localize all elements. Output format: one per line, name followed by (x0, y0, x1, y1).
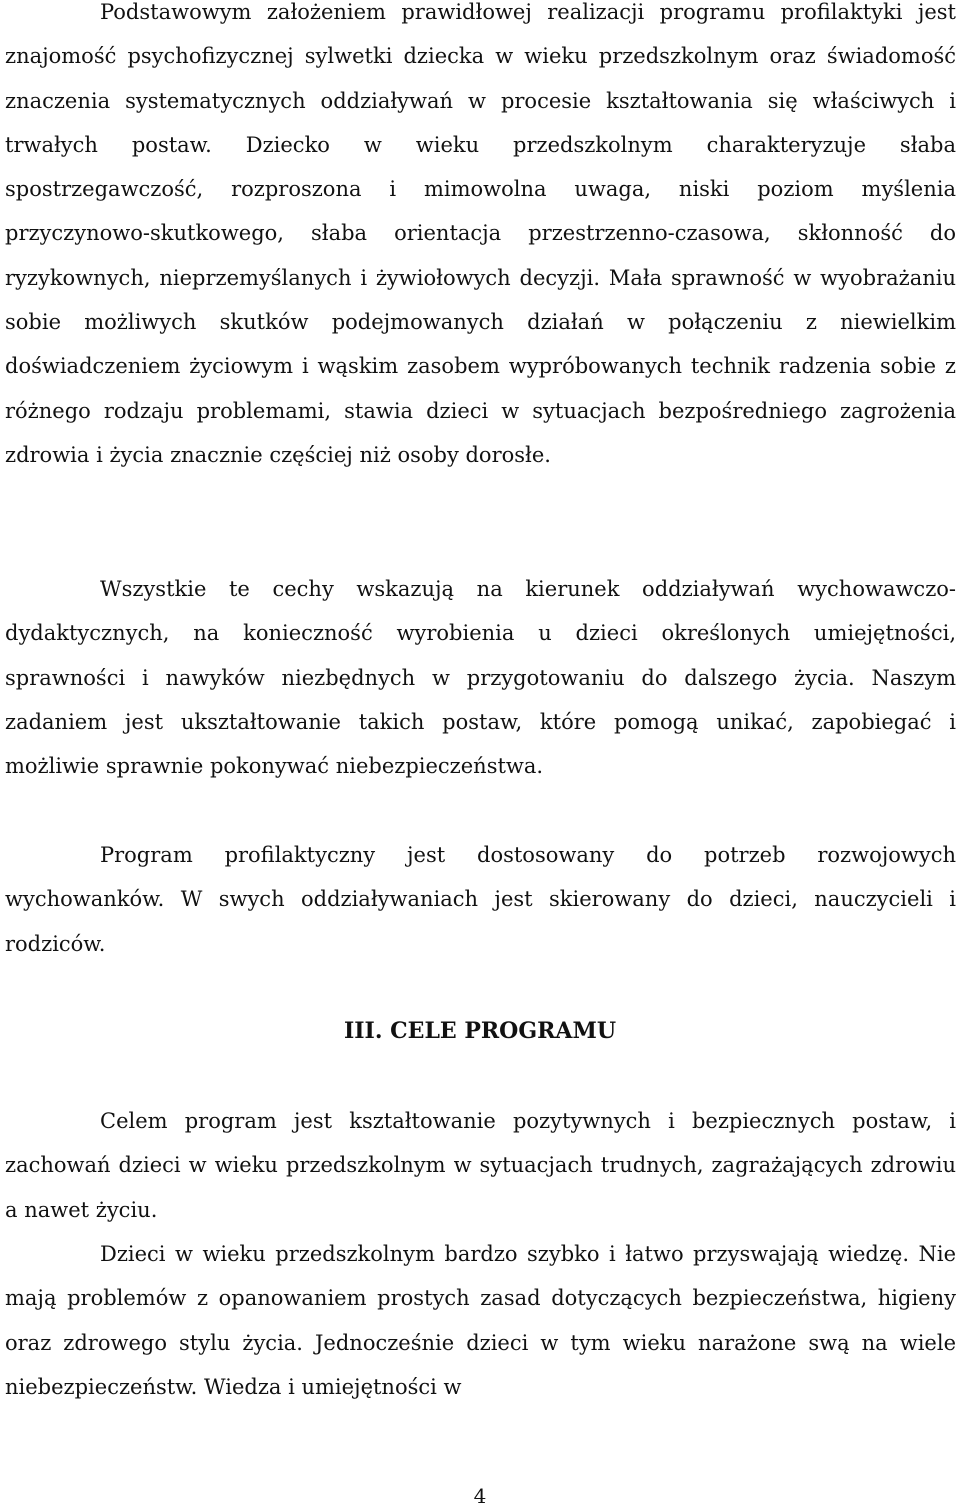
paragraph-program-direction: Wszystkie te cechy wskazują na kierunek oddziaływań wychowawczo-dydaktycznych, na konieczność wyrobienia u dzieci określonych umiejętności, sprawności i nawyków niezbędnych w przygotowaniu do dalszego życia. Naszym zadaniem jest ukształtowanie takich postaw, które pomogą unikać, zapobiegać i możliwie sprawnie pokonywać niebezpieczeństwa. (5, 577, 956, 779)
section-heading: III. CELE PROGRAMU (343, 1018, 617, 1044)
paragraph-program-recipients: Program profilaktyczny jest dostosowany do potrzeb rozwojowych wychowanków. W swych oddziaływaniach jest skierowany do dzieci, nauczycieli i rodziców. (5, 843, 956, 956)
paragraph-program-goal: Celem program jest kształtowanie pozytywnych i bezpiecznych postaw, i zachowań dzieci w wieku przedszkolnym w sytuacjach trudnych, zagrażających zdrowiu a nawet życiu. (5, 1109, 956, 1222)
page-number: 4 (473, 1484, 487, 1508)
paragraph-psychophysical-profile: Podstawowym założeniem prawidłowej realizacji programu profilaktyki jest znajomość psychofizycznej sylwetki dziecka w wieku przedszkolnym oraz świadomość znaczenia systematycznych oddziaływań w procesie kształtowania się właściwych i trwałych postaw. Dziecko w wieku przedszkolnym charakteryzuje słaba spostrzegawczość, rozproszona i mimowolna uwaga, niski poziom myślenia przyczynowo-skutkowego, słaba orientacja przestrzenno-czasowa, skłonność do ryzykownych, nieprzemyślanych i żywiołowych decyzji. Mała sprawność w wyobrażaniu sobie możliwych skutków podejmowanych działań w połączeniu z niewielkim doświadczeniem życiowym i wąskim zasobem wypróbowanych technik radzenia sobie z różnego rodzaju problemami, stawia dzieci w sytuacjach bezpośredniego zagrożenia zdrowia i życia znacznie częściej niż osoby dorosłe. (5, 0, 956, 467)
paragraph-children-knowledge: Dzieci w wieku przedszkolnym bardzo szybko i łatwo przyswajają wiedzę. Nie mają problemów z opanowaniem prostych zasad dotyczących bezpieczeństwa, higieny oraz zdrowego stylu życia. Jednocześnie dzieci w tym wieku narażone swą na wiele niebezpieczeństw. Wiedza i umiejętności w (5, 1242, 956, 1399)
